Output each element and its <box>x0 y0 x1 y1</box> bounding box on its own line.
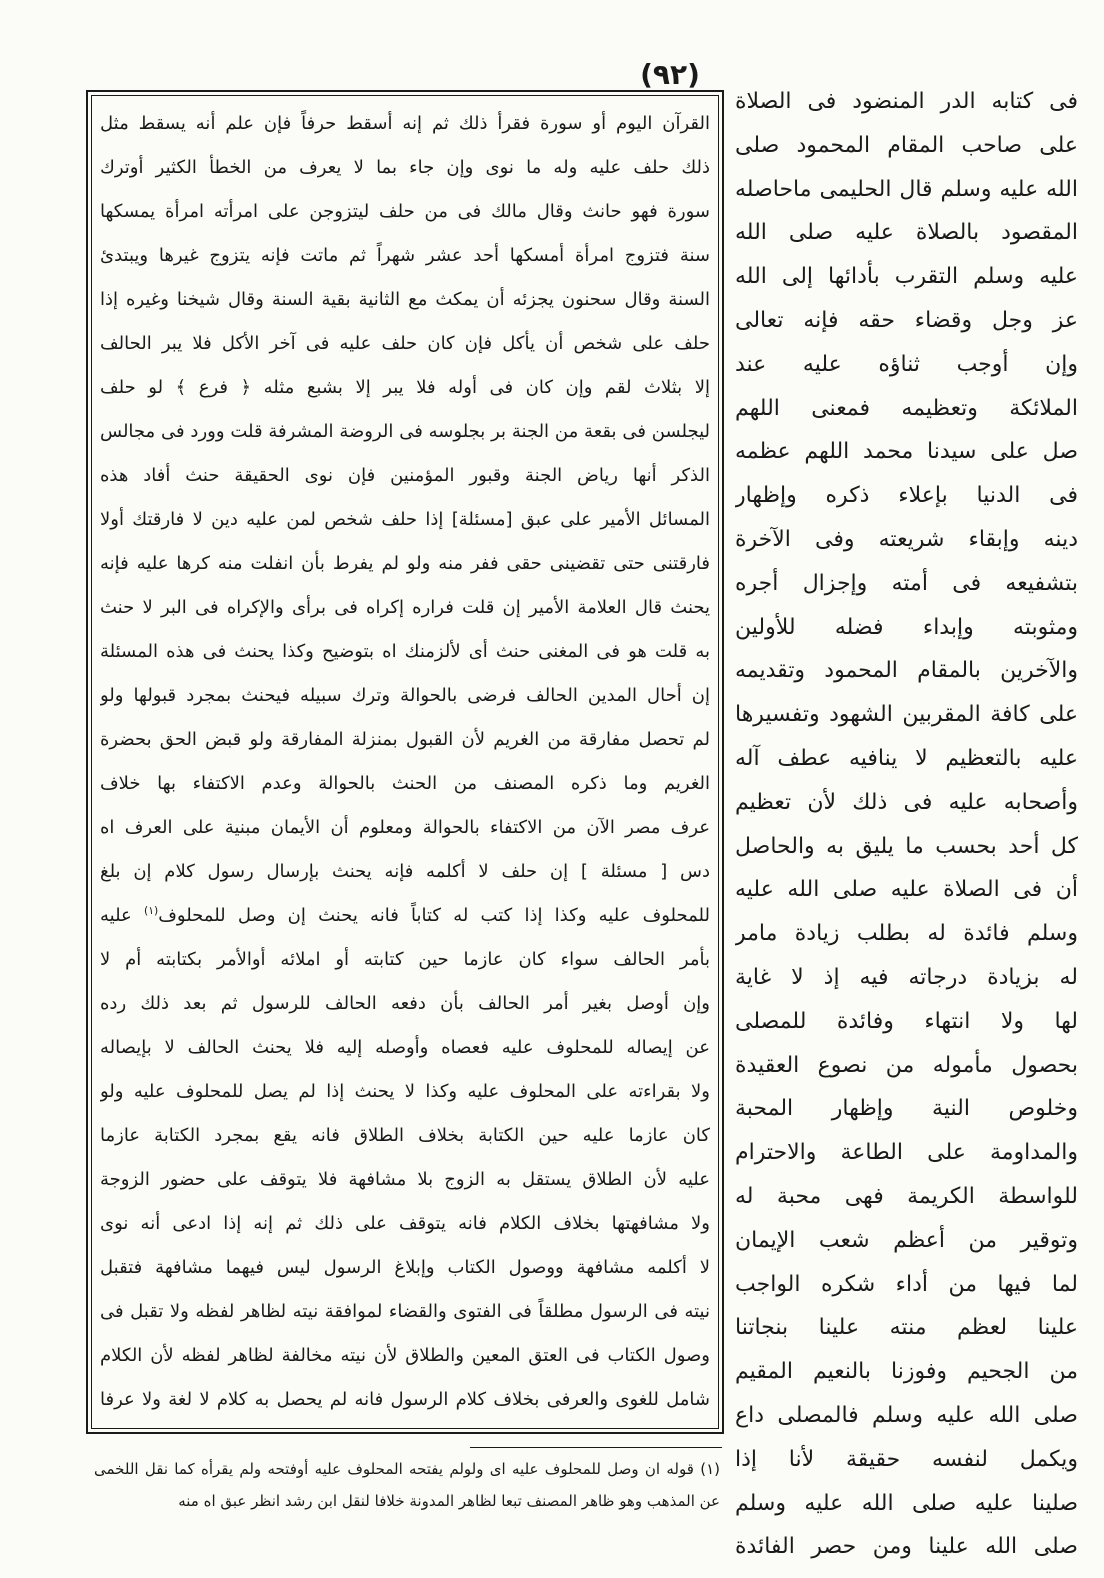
main-text-line: فارقتنى حتى تقضينى حقى ففر منه ولو لم يفرط بأن انفلت منه كرها عليه فإنه <box>100 553 710 574</box>
margin-line: له بزيادة درجاته فيه إذ لا غاية <box>735 964 1078 990</box>
margin-line: ويكمل لنفسه حقيقة لأنا إذا <box>735 1446 1078 1472</box>
footnotes <box>94 1453 720 1517</box>
main-text-line: عن إيصاله للمحلوف عليه فعصاه وأوصله إليه فلا يحنث الحالف لا بإيصاله <box>100 1037 710 1058</box>
main-text-line: المسائل الأمير على عبق [مسئلة] إذا حلف شخص لمن عليه دين لا فارقتك أولا <box>100 509 710 530</box>
main-text-line: ولا مشافهتها بخلاف الكلام فانه يتوقف على ذلك ثم إنه إذا ادعى أنه نوى <box>100 1213 710 1234</box>
main-text-line: عرف مصر الآن من الاكتفاء بالحوالة ومعلوم أن الأيمان مبنية على العرف اه <box>100 817 710 838</box>
margin-line: صلى الله علينا ومن حصر الفائدة <box>735 1534 1078 1560</box>
margin-line: علينا لعظم منته علينا بنجاتنا <box>735 1315 1078 1341</box>
margin-line: وإن أوجب ثناؤه عليه عند <box>735 351 1078 377</box>
margin-line: لها ولا انتهاء وفائدة للمصلى <box>735 1008 1078 1034</box>
main-text-line: وإن أوصل بغير أمر الحالف بأن دفعه الحالف للرسول ثم بعد ذلك رده <box>100 993 710 1014</box>
margin-line: ومثوبته وإبداء فضله للأولين <box>735 614 1078 640</box>
main-text-line: بأمر الحالف سواء كان عازما حين كتابته أو املائه أوالأمر بكتابته أم لا <box>100 949 710 970</box>
main-text-line: كان عازما عليه حين الكتابة بخلاف الطلاق فانه يقع بمجرد الكتابة عازما <box>100 1125 710 1146</box>
main-text-line: الغريم وما ذكره المصنف من الحنث بالحوالة وعدم الاكتفاء بها خلاف <box>100 773 710 794</box>
margin-line: والآخرين بالمقام المحمود وتقديمه <box>735 658 1078 684</box>
margin-line: على صاحب المقام المحمود صلى <box>735 132 1078 158</box>
margin-line: المقصود بالصلاة عليه صلى الله <box>735 220 1078 246</box>
line-segment: للمحلوف عليه وكذا إذا كتب له كتاباً فانه يحنث إن وصل للمحلوف <box>158 905 710 926</box>
main-text-line: الذكر أنها رياض الجنة وقبور المؤمنين فإن نوى الحقيقة حنث أفاد هذه <box>100 465 710 486</box>
margin-line: بتشفيعه فى أمته وإجزال أجره <box>735 570 1078 596</box>
main-text-line: ذلك حلف عليه وله ما نوى وإن جاء بما لا يعرف من الخطأ الكثير أوترك <box>100 157 710 178</box>
margin-line: بحصول مأموله من نصوع العقيدة <box>735 1052 1078 1078</box>
main-text-line: شامل للغوى والعرفى بخلاف كلام الرسول فانه لم يحصل به كلام لا لغة ولا عرفا <box>100 1389 710 1410</box>
main-text-line: به قلت هو فى المغنى حنث أى لألزمنك اه بتوضيح وكذا يحنث فى هذه المسئلة <box>100 641 710 662</box>
main-text-line: السنة وقال سحنون يجزئه أن يمكث مع الثانية بقية السنة وقال شيخنا وغيره إذا <box>100 289 710 310</box>
main-text <box>100 102 710 1422</box>
margin-line: عليه وسلم التقرب بأدائها إلى الله <box>735 264 1078 290</box>
margin-line: الملائكة وتعظيمه فمعنى اللهم <box>735 395 1078 421</box>
main-text-line: نيته فى الرسول مطلقاً فى الفتوى والقضاء لموافقة نيته لظاهر لفظه ولا تقبل فى <box>100 1301 710 1322</box>
margin-line: أن فى الصلاة عليه صلى الله عليه <box>735 877 1078 903</box>
margin-line: كل أحد بحسب ما يليق به والحاصل <box>735 833 1078 859</box>
margin-line: وسلم فائدة له بطلب زيادة مامر <box>735 921 1078 947</box>
main-text-line: إن أحال المدين الحالف فرضى بالحوالة وترك سبيله فيحنث بمجرد قبولها ولو <box>100 685 710 706</box>
margin-line: فى الدنيا بإعلاء ذكره وإظهار <box>735 483 1078 509</box>
page-number: (٩٢) <box>640 58 700 91</box>
main-text-box <box>86 90 724 1434</box>
margin-line: لما فيها من أداء شكره الواجب <box>735 1271 1078 1297</box>
main-text-line: لا أكلمه مشافهة ووصول الكتاب وإبلاغ الرسول ليس فيهما مشافهة فتقبل <box>100 1257 710 1278</box>
main-text-line: القرآن اليوم أو سورة فقرأ ذلك ثم إنه أسقط حرفاً فإن علم أنه يسقط مثل <box>100 113 710 134</box>
footnote-line: (١) قوله ان وصل للمحلوف عليه اى ولولم يفتحه المحلوف عليه أوفتحه ولم يقرأه كما نقل اللخمى <box>94 1460 720 1478</box>
main-text-line: سنة فتزوج امرأة أمسكها أحد عشر شهراً ثم ماتت فإنه يتزوج غيرها ويبتدئ <box>100 245 710 266</box>
margin-line: فى كتابه الدر المنضود فى الصلاة <box>735 89 1078 114</box>
main-text-line: يحنث قال العلامة الأمير إن قلت فراره إكراه فى برأى والإكراه فى البر لا حنث <box>100 597 710 618</box>
main-text-line: إلا بثلاث لقم وإن كان فى أوله فلا يبر إلا بشبع مثله ﴿ فرع ﴾ لو حلف <box>100 377 710 398</box>
margin-line: والمداومة على الطاعة والاحترام <box>735 1140 1078 1166</box>
main-text-line: ليجلسن فى بقعة من الجنة بر بجلوسه فى الروضة المشرفة قلت وورد فى مجالس <box>100 421 710 442</box>
main-text-line: ولا بقراءته على المحلوف عليه وكذا لا يحنث إذا لم يصل للمحلوف عليه ولو <box>100 1081 710 1102</box>
footnote-marker: (١) <box>144 904 159 917</box>
main-text-line <box>100 894 710 938</box>
margin-line: عز وجل وقضاء حقه فإنه تعالى <box>735 307 1078 333</box>
margin-line: دينه وإبقاء شريعته وفى الآخرة <box>735 526 1078 552</box>
margin-commentary <box>735 80 1078 1569</box>
margin-line: للواسطة الكريمة فهى محبة له <box>735 1183 1078 1209</box>
main-text-line: عليه لأن الطلاق يستقل به الزوج بلا مشافهة فلا يتوقف على حضور الزوجة <box>100 1169 710 1190</box>
margin-line: الله عليه وسلم قال الحليمى ماحاصله <box>735 176 1078 202</box>
margin-line: على كافة المقربين الشهود وتفسيرها <box>735 702 1078 728</box>
margin-line: صلى الله عليه وسلم فالمصلى داع <box>735 1402 1078 1428</box>
main-text-line: وصول الكتاب فى العتق المعين والطلاق لأن نيته مخالفة لظاهر لفظه لأن الكلام <box>100 1345 710 1366</box>
footnote-line: عن المذهب وهو ظاهر المصنف تبعا لظاهر المدونة خلافا لنقل ابن رشد انظر عبق اه منه <box>178 1492 720 1510</box>
main-text-line: سورة فهو حانث وقال مالك فى من حلف ليتزوجن على امرأته امرأة يمسكها <box>100 201 710 222</box>
margin-line: وخلوص النية وإظهار المحبة <box>735 1096 1078 1122</box>
margin-line: صلينا عليه صلى الله عليه وسلم <box>735 1490 1078 1516</box>
margin-line: وأصحابه عليه فى ذلك لأن تعظيم <box>735 789 1078 815</box>
main-text-line: دس [ مسئلة ] إن حلف لا أكلمه فإنه يحنث بإرسال رسول كلام إن بلغ <box>100 861 710 882</box>
margin-line: عليه بالتعظيم لا ينافيه عطف آله <box>735 745 1078 771</box>
main-text-line: لم تحصل مفارقة من الغريم لأن القبول بمنزلة المفارقة ولو قبض الحق بحضرة <box>100 729 710 750</box>
margin-line: صل على سيدنا محمد اللهم عظمه <box>735 439 1078 465</box>
main-text-line: حلف على شخص أن يأكل فإن كان حلف عليه فى آخر الأكل فلا يبر الحالف <box>100 333 710 354</box>
margin-line: وتوقير من أعظم شعب الإيمان <box>735 1227 1078 1253</box>
line-segment: عليه <box>100 905 144 926</box>
footnote-rule <box>470 1447 722 1448</box>
margin-line: من الجحيم وفوزنا بالنعيم المقيم <box>735 1359 1078 1385</box>
